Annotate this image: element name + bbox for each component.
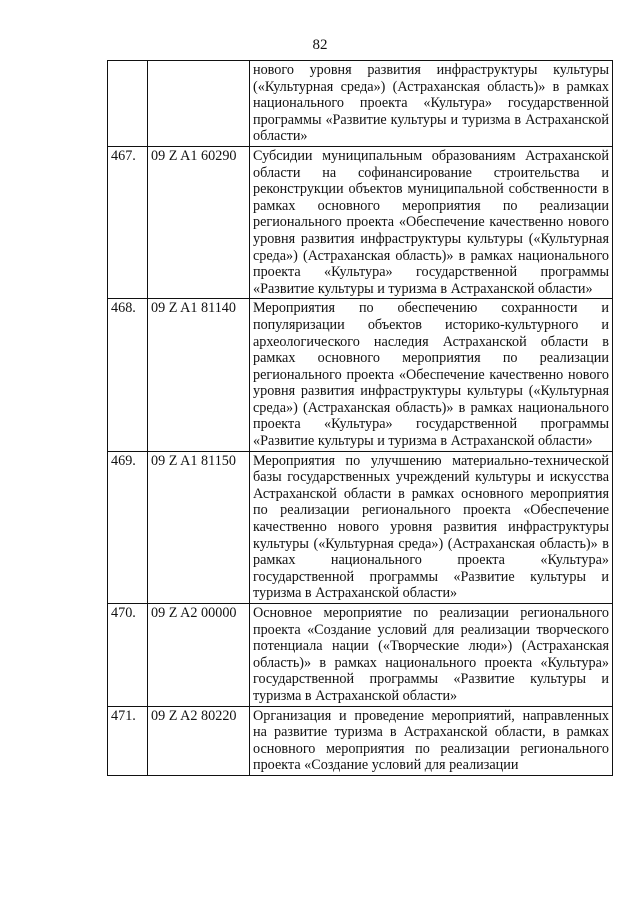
row-description: нового уровня развития инфраструктуры культуры («Культурная среда») (Астраханская область)» в рамках национального проекта «Культура» государственной программы «Развитие культуры и туризма в Астраханской области» [250,61,613,147]
row-code: 09 Z A1 81140 [148,299,250,451]
row-number: 470. [108,604,148,707]
row-description: Основное мероприятие по реализации регионального проекта «Создание условий для реализации творческого потенциала нации («Творческие люди») (Астраханская область)» в рамках национального проекта «Культура» государственной программы «Развитие культуры и туризма в Астраханской области» [250,604,613,707]
table-row [108,706,613,775]
table-row [108,604,613,707]
budget-classification-table [107,60,613,776]
row-code: 09 Z A2 00000 [148,604,250,707]
row-number [108,61,148,147]
row-number: 471. [108,706,148,775]
row-code [148,61,250,147]
row-number: 469. [108,451,148,603]
row-description: Мероприятия по улучшению материально-технической базы государственных учреждений культуры и искусства Астраханской области в рамках основного мероприятия по реализации регионального проекта «Обеспечение качественно нового уровня развития инфраструктуры культуры («Культурная среда») (Астраханская область)» в рамках национального проекта «Культура» государственной программы «Развитие культуры и туризма в Астраханской области» [250,451,613,603]
table-row [108,451,613,603]
row-description: Мероприятия по обеспечению сохранности и популяризации объектов историко-культурного и археологического наследия Астраханской области в рамках основного мероприятия по реализации регионального проекта «Обеспечение качественно нового уровня развития инфраструктуры культуры («Культурная среда») (Астраханская область)» в рамках национального проекта «Культура» государственной программы «Развитие культуры и туризма в Астраханской области» [250,299,613,451]
page-number: 82 [312,37,328,53]
row-description: Организация и проведение мероприятий, направленных на развитие туризма в Астраханской области, в рамках основного мероприятия по реализации регионального проекта «Создание условий для реализации [250,706,613,775]
row-number: 468. [108,299,148,451]
row-code: 09 Z A1 60290 [148,146,250,298]
table-row [108,299,613,451]
row-number: 467. [108,146,148,298]
table-row [108,146,613,298]
table-row [108,61,613,147]
row-code: 09 Z A1 81150 [148,451,250,603]
row-code: 09 Z A2 80220 [148,706,250,775]
row-description: Субсидии муниципальным образованиям Астраханской области на софинансирование строительства и реконструкции объектов муниципальной собственности в рамках основного мероприятия по реализации регионального проекта «Обеспечение качественно нового уровня развития инфраструктуры культуры («Культурная среда») (Астраханская область)» в рамках национального проекта «Культура» государственной программы «Развитие культуры и туризма в Астраханской области» [250,146,613,298]
